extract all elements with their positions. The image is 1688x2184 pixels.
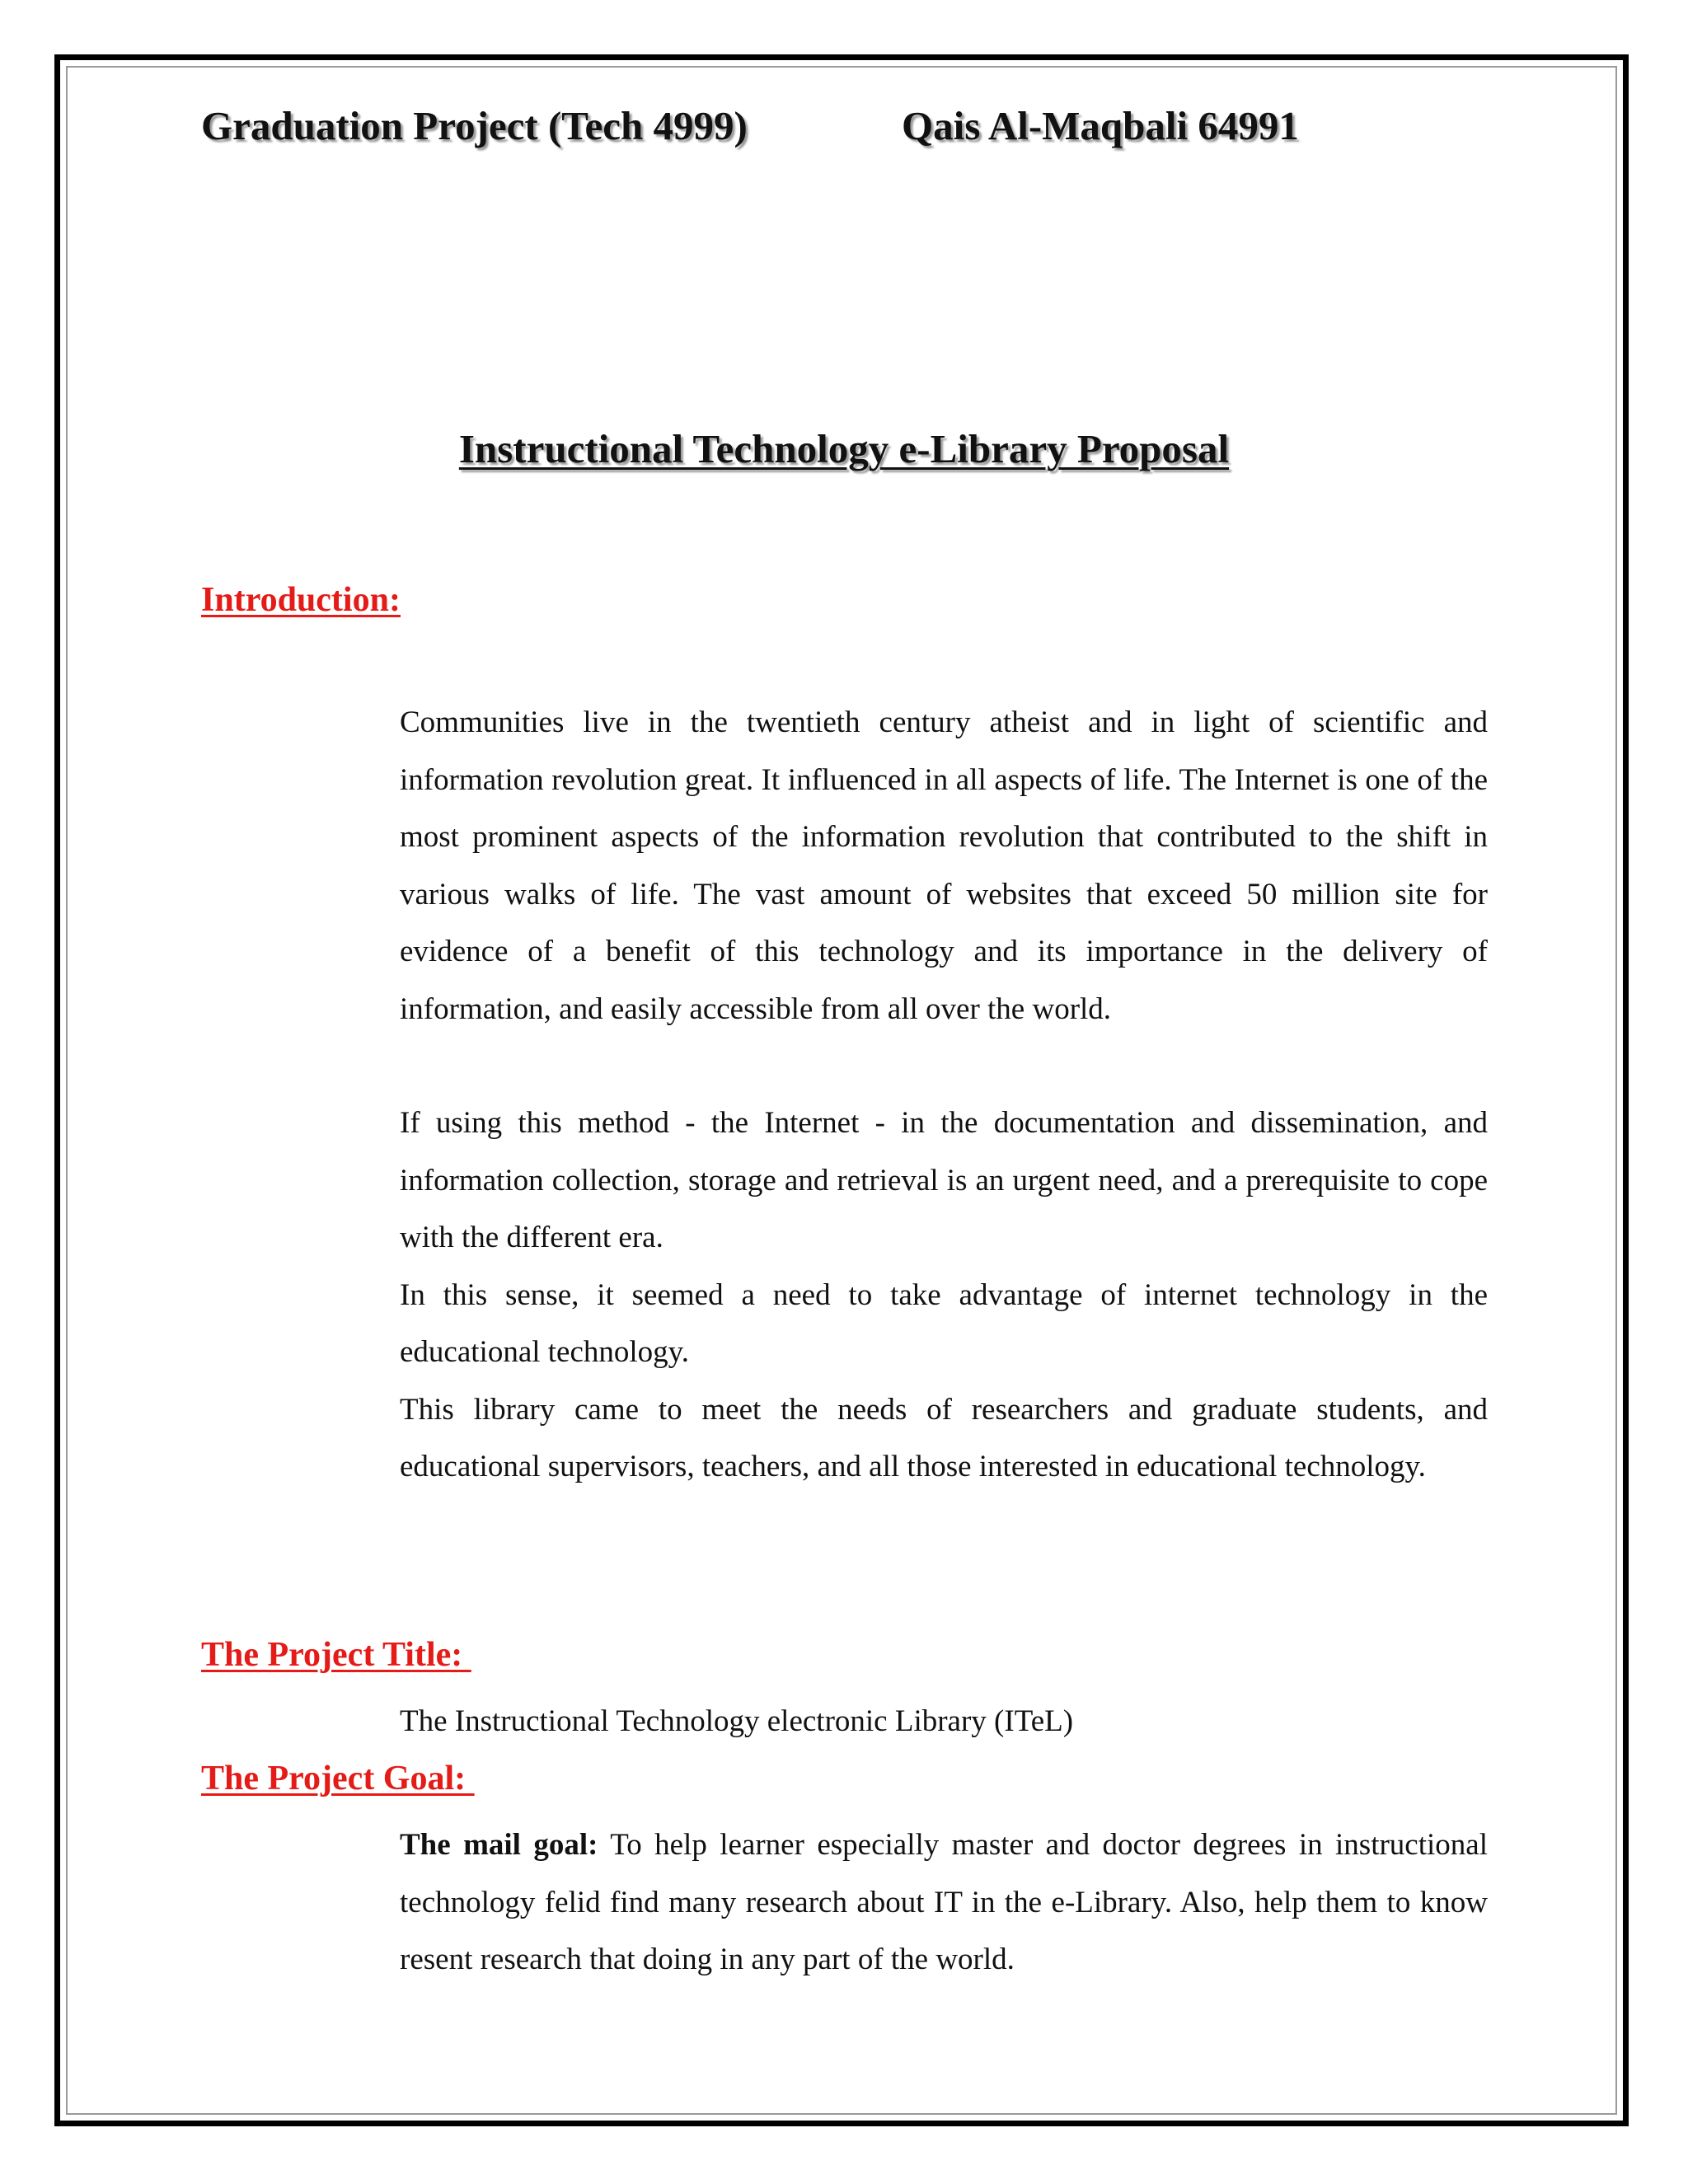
- introduction-heading: Introduction:: [201, 581, 401, 619]
- header-author: Qais Al-Maqbali 64991: [902, 103, 1299, 148]
- introduction-body: [400, 694, 1488, 1496]
- project-goal-body: [400, 1816, 1488, 1989]
- project-title-heading: The Project Title:: [201, 1636, 471, 1674]
- introduction-paragraph-2: If using this method - the Internet - in the documentation and dissemination, and information collection, storage and retrieval is an urgent need, and a prerequisite to cope with the different era.: [400, 1106, 1488, 1254]
- introduction-paragraph-4: This library came to meet the needs of researchers and graduate students, and educational supervisors, teachers, and all those interested in educational technology.: [400, 1392, 1488, 1483]
- project-title-text: The Instructional Technology electronic Library (ITeL): [400, 1704, 1074, 1738]
- introduction-paragraph-3: In this sense, it seemed a need to take advantage of internet technology in the educational technology.: [400, 1277, 1488, 1369]
- project-goal-heading: The Project Goal:: [201, 1760, 475, 1797]
- header-course: Graduation Project (Tech 4999): [201, 103, 748, 148]
- paragraph-gap: [400, 1038, 1488, 1094]
- document-title: Instructional Technology e-Library Proposal: [458, 426, 1230, 471]
- goal-label: The mail goal:: [400, 1828, 598, 1862]
- introduction-paragraph-1: Communities live in the twentieth century atheist and in light of scientific and information revolution great. It influenced in all aspects of life. The Internet is one of the most prominent aspects of the information revolution that contributed to the shift in various walks of life. The vast amount of websites that exceed 50 million site for evidence of a benefit of this technology and its importance in the delivery of information, and easily accessible from all over the world.: [400, 705, 1488, 1026]
- goal-text: To help learner especially master and doctor degrees in instructional technology felid find many research about IT in the e-Library. Also, help them to know resent research that doing in any part of the world.: [400, 1828, 1488, 1976]
